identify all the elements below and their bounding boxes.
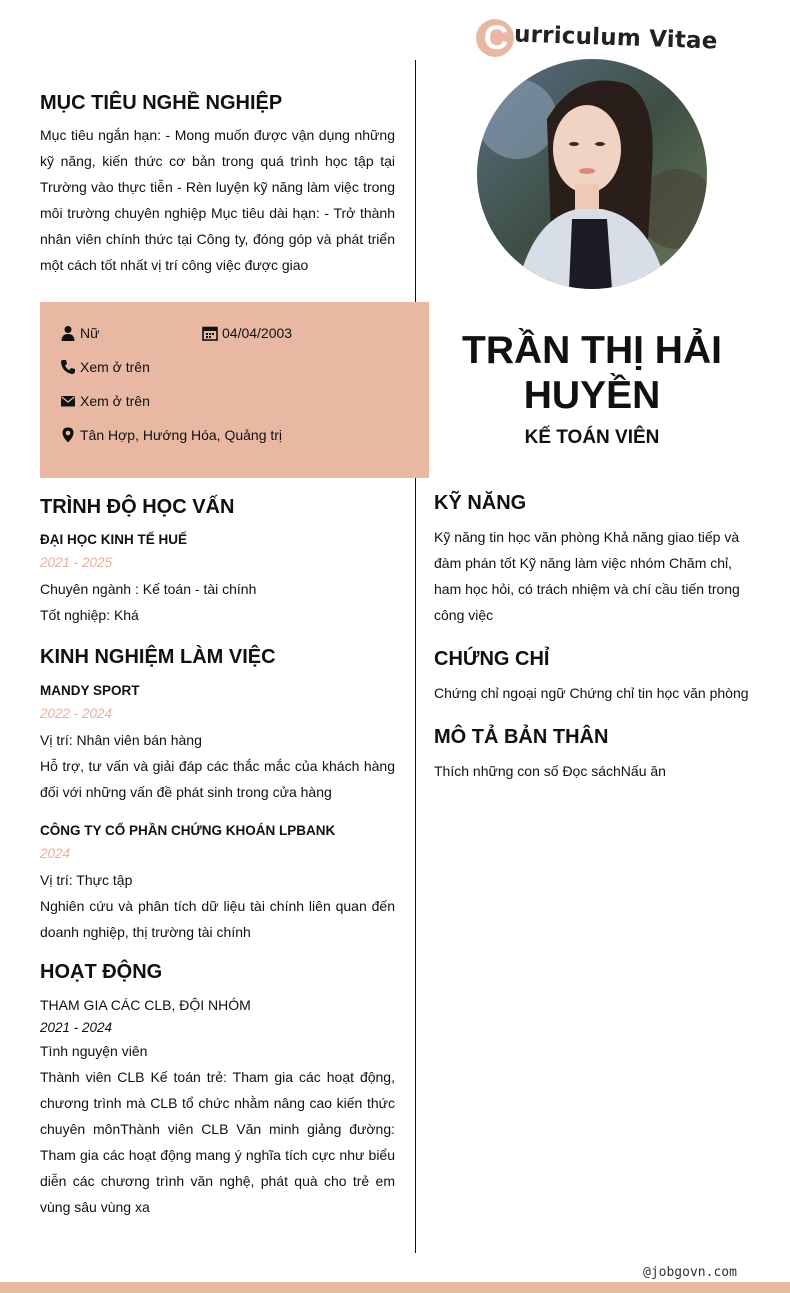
job-description: Nghiên cứu và phân tích dữ liệu tài chính liên quan đến doanh nghiệp, thị trường tài chính <box>40 898 395 940</box>
education-dates: 2021 - 2025 <box>40 555 113 570</box>
about-text: Thích những con số Đọc sáchNấu ăn <box>434 763 666 779</box>
mail-icon <box>60 393 76 409</box>
job-company: CÔNG TY CỔ PHẦN CHỨNG KHOÁN LPBANK <box>40 823 336 838</box>
education-major: Chuyên ngành : Kế toán - tài chính <box>40 581 257 597</box>
person-icon <box>60 325 76 341</box>
activity-dates: 2021 - 2024 <box>40 1020 113 1035</box>
career-goal-section <box>40 92 395 278</box>
gender-value: Nữ <box>80 325 100 341</box>
job-title: KẾ TOÁN VIÊN <box>524 427 660 448</box>
activities-section <box>40 961 395 1220</box>
career-goal-text: Mục tiêu ngắn hạn: - Mong muốn được vận dụng những kỹ năng, kiến thức cơ bản trong quá trình học tập tại Trường vào thực tiễn - Rèn luyện kỹ năng làm việc trong môi trường chuyên nghiệp Mục tiêu dài hạn: - Trở thành nhân viên chính thức tại Công ty, đóng góp và phát triển một cách tốt nhất vị trí công việc được giao <box>40 127 395 273</box>
birthday-value: 04/04/2003 <box>222 325 293 341</box>
school-name: ĐẠI HỌC KINH TẾ HUẾ <box>40 532 188 547</box>
certificates-title: CHỨNG CHỈ <box>434 648 550 670</box>
job-position: Vị trí: Thực tập <box>40 872 133 888</box>
experience-title: KINH NGHIỆM LÀM VIỆC <box>40 646 276 668</box>
location-pin-icon <box>60 427 76 443</box>
career-goal-title: MỤC TIÊU NGHỀ NGHIỆP <box>40 92 283 114</box>
contact-phone <box>60 359 150 375</box>
cv-logo <box>476 18 718 58</box>
logo-text: urriculum Vitae <box>513 21 718 55</box>
contact-address <box>60 427 282 443</box>
activity-description: Thành viên CLB Kế toán trẻ: Tham gia các hoạt động, chương trình mà CLB tổ chức nhằm nâng cao kiến thức chuyên mônThành viên CLB Văn minh giảng đường: Tham gia các hoạt động mang ý nghĩa tích cực như biểu diễn các chương trình văn nghệ, phát quà cho trẻ em vùng sâu vùng xa <box>40 1069 395 1215</box>
logo-circle <box>476 19 514 57</box>
email-value: Xem ở trên <box>80 393 150 409</box>
activity-org: THAM GIA CÁC CLB, ĐỘI NHÓM <box>40 997 251 1013</box>
certificates-text: Chứng chỉ ngoại ngữ Chứng chỉ tin học văn phòng <box>434 685 749 701</box>
education-section <box>40 496 395 628</box>
about-title: MÔ TẢ BẢN THÂN <box>434 726 609 748</box>
contact-birthday <box>202 325 292 341</box>
contact-gender <box>60 325 99 341</box>
job-company: MANDY SPORT <box>40 683 140 698</box>
certificates-section <box>434 648 754 706</box>
job-dates: 2022 - 2024 <box>40 706 113 721</box>
calendar-icon <box>202 325 218 341</box>
skills-section <box>434 492 754 628</box>
job-dates: 2024 <box>40 846 71 861</box>
job-position: Vị trí: Nhân viên bán hàng <box>40 732 202 748</box>
contact-email <box>60 393 150 409</box>
experience-section <box>40 646 395 945</box>
activities-title: HOẠT ĐỘNG <box>40 961 163 983</box>
logo-letter: C <box>483 19 509 57</box>
profile-photo <box>477 59 707 289</box>
footer-bar <box>0 1282 790 1293</box>
phone-value: Xem ở trên <box>80 359 150 375</box>
skills-text: Kỹ năng tin học văn phòng Khả năng giao tiếp và đàm phán tốt Kỹ năng làm việc nhóm Chăm chỉ, ham học hỏi, có trách nhiệm và chí cầu tiến trong công việc <box>434 529 740 623</box>
column-divider <box>415 60 416 1253</box>
about-section <box>434 726 754 784</box>
footer-watermark: @jobgovn.com <box>643 1265 737 1280</box>
job-description: Hỗ trợ, tư vấn và giải đáp các thắc mắc của khách hàng đối với những vấn đề phát sinh trong cửa hàng <box>40 758 395 800</box>
education-graduation: Tốt nghiệp: Khá <box>40 607 139 623</box>
skills-title: KỸ NĂNG <box>434 492 527 514</box>
education-title: TRÌNH ĐỘ HỌC VẤN <box>40 496 235 518</box>
address-value: Tân Hợp, Hướng Hóa, Quảng trị <box>80 427 283 443</box>
activity-role: Tình nguyện viên <box>40 1043 148 1059</box>
candidate-name: TRẦN THỊ HẢI HUYỀN <box>462 329 722 417</box>
phone-icon <box>60 359 76 375</box>
contact-box <box>40 302 429 478</box>
